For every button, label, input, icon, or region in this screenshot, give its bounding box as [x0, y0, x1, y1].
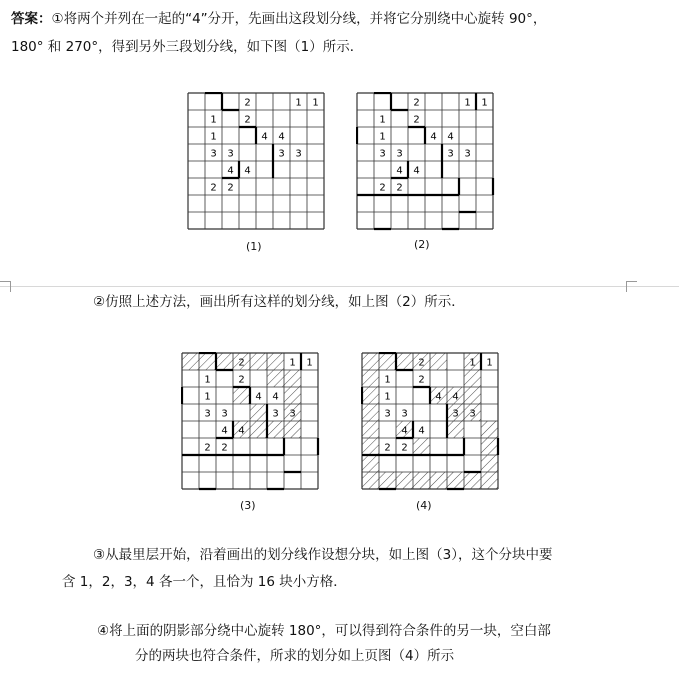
grid-number: 4 — [255, 391, 262, 403]
shaded-cell — [362, 353, 379, 370]
grid-number: 2 — [204, 442, 211, 454]
grid-number: 2 — [413, 114, 420, 126]
figure-2 — [356, 92, 496, 232]
shaded-cell — [362, 404, 379, 421]
answer-line-1 — [11, 10, 546, 28]
shaded-cell — [430, 353, 447, 370]
figure-4-caption: (4) — [416, 499, 432, 512]
grid-number: 1 — [384, 374, 391, 386]
shaded-cell — [216, 353, 233, 370]
answer-line-2: 180° 和 270°，得到另外三段划分线，如下图（1）所示． — [11, 39, 364, 55]
figure-1-numbers — [210, 98, 318, 194]
grid-number: 4 — [221, 425, 228, 437]
grid-number: 3 — [278, 148, 285, 160]
grid-number: 2 — [418, 374, 425, 386]
paragraph-3-line-2: 含 1，2，3，4 各一个，且恰为 16 块小方格． — [62, 574, 347, 590]
grid-number: 1 — [295, 97, 302, 109]
paragraph-3-line-1: ③从最里层开始，沿着画出的划分线作设想分块，如上图（3），这个分块中要 — [93, 547, 553, 563]
figure-1-caption: (1) — [246, 240, 262, 253]
grid-number: 1 — [289, 357, 296, 369]
shaded-cell — [447, 472, 464, 489]
shaded-cell — [182, 353, 199, 370]
grid-number: 3 — [227, 148, 234, 160]
shaded-cell — [284, 421, 301, 438]
grid-number: 2 — [384, 442, 391, 454]
grid-number: 2 — [244, 114, 251, 126]
grid-number: 2 — [238, 357, 245, 369]
grid-number: 4 — [447, 131, 454, 143]
grid-number: 3 — [204, 408, 211, 420]
grid-number: 4 — [435, 391, 442, 403]
grid-number: 1 — [469, 357, 476, 369]
grid-number: 4 — [396, 165, 403, 177]
grid-number: 2 — [244, 97, 251, 109]
grid-number: 3 — [384, 408, 391, 420]
grid-number: 3 — [221, 408, 228, 420]
shaded-cell — [430, 472, 447, 489]
grid-number: 4 — [413, 165, 420, 177]
answer-label: 答案： — [11, 11, 52, 27]
grid-number: 3 — [401, 408, 408, 420]
shaded-cell — [362, 438, 379, 455]
paragraph-4-line-1: ④将上面的阴影部分绕中心旋转 180°，可以得到符合条件的另一块，空白部 — [97, 623, 551, 639]
shaded-cell — [267, 370, 284, 387]
shaded-cell — [481, 421, 498, 438]
grid-number: 4 — [418, 425, 425, 437]
grid-number: 3 — [447, 148, 454, 160]
shaded-cell — [233, 387, 250, 404]
grid-number: 3 — [464, 148, 471, 160]
grid-number: 2 — [221, 442, 228, 454]
shaded-cell — [267, 421, 284, 438]
shaded-cell — [481, 438, 498, 455]
grid-number: 1 — [379, 114, 386, 126]
grid-number: 3 — [210, 148, 217, 160]
shaded-cell — [464, 370, 481, 387]
grid-number: 1 — [384, 391, 391, 403]
shaded-cell — [362, 472, 379, 489]
grid-number: 1 — [210, 131, 217, 143]
grid-number: 2 — [418, 357, 425, 369]
figure-2-caption: (2) — [414, 238, 430, 251]
shaded-cell — [396, 472, 413, 489]
answer-text-1: ①将两个并列在一起的“4”分开，先画出这段划分线，并将它分别绕中心旋转 90°， — [51, 11, 547, 27]
grid-number: 1 — [486, 357, 493, 369]
shaded-cell — [250, 353, 267, 370]
figure-1 — [187, 92, 327, 232]
grid-number: 4 — [261, 131, 268, 143]
shaded-cell — [362, 387, 379, 404]
page-break-marker-right — [626, 281, 637, 292]
grid-number: 1 — [204, 374, 211, 386]
grid-number: 2 — [413, 97, 420, 109]
grid-number: 2 — [227, 182, 234, 194]
grid-number: 1 — [204, 391, 211, 403]
figure-2-numbers — [379, 98, 487, 194]
grid-number: 3 — [396, 148, 403, 160]
grid-number: 3 — [289, 408, 296, 420]
grid-number: 1 — [306, 357, 313, 369]
grid-number: 3 — [295, 148, 302, 160]
shaded-cell — [267, 353, 284, 370]
paragraph-2: ②仿照上述方法，画出所有这样的划分线，如上图（2）所示． — [93, 294, 465, 310]
shaded-cell — [481, 472, 498, 489]
grid-number: 1 — [481, 97, 488, 109]
shaded-cell — [284, 370, 301, 387]
shaded-cell — [464, 472, 481, 489]
paragraph-4-line-2: 分的两块也符合条件，所求的划分如上页图（4）所示 — [135, 648, 455, 664]
grid-number: 4 — [238, 425, 245, 437]
grid-number: 3 — [379, 148, 386, 160]
grid-number: 2 — [210, 182, 217, 194]
shaded-cell — [413, 472, 430, 489]
grid-number: 2 — [379, 182, 386, 194]
page-break-marker-left — [0, 281, 11, 292]
grid-number: 4 — [227, 165, 234, 177]
shaded-cell — [413, 438, 430, 455]
grid-number: 1 — [210, 114, 217, 126]
grid-number: 2 — [396, 182, 403, 194]
shaded-cell — [250, 404, 267, 421]
shaded-cell — [447, 421, 464, 438]
grid-number: 2 — [401, 442, 408, 454]
figure-4 — [361, 352, 501, 492]
figure-1-grid — [188, 93, 324, 229]
grid-number: 4 — [272, 391, 279, 403]
shaded-cell — [396, 353, 413, 370]
shaded-cell — [199, 353, 216, 370]
page-break-line — [0, 286, 679, 287]
figure-3-caption: (3) — [240, 499, 256, 512]
grid-number: 4 — [401, 425, 408, 437]
shaded-cell — [379, 472, 396, 489]
shaded-cell — [362, 455, 379, 472]
grid-number: 3 — [272, 408, 279, 420]
grid-number: 4 — [430, 131, 437, 143]
grid-number: 4 — [278, 131, 285, 143]
figure-3 — [181, 352, 321, 492]
grid-number: 1 — [379, 131, 386, 143]
shaded-cell — [464, 387, 481, 404]
shaded-cell — [284, 387, 301, 404]
shaded-cell — [481, 455, 498, 472]
grid-number: 1 — [464, 97, 471, 109]
shaded-cell — [250, 421, 267, 438]
grid-number: 2 — [238, 374, 245, 386]
grid-number: 4 — [244, 165, 251, 177]
shaded-cell — [362, 421, 379, 438]
grid-number: 1 — [312, 97, 319, 109]
grid-number: 3 — [452, 408, 459, 420]
shaded-cell — [362, 370, 379, 387]
grid-number: 4 — [452, 391, 459, 403]
grid-number: 3 — [469, 408, 476, 420]
figure-2-grid — [357, 93, 493, 229]
shaded-cell — [379, 353, 396, 370]
